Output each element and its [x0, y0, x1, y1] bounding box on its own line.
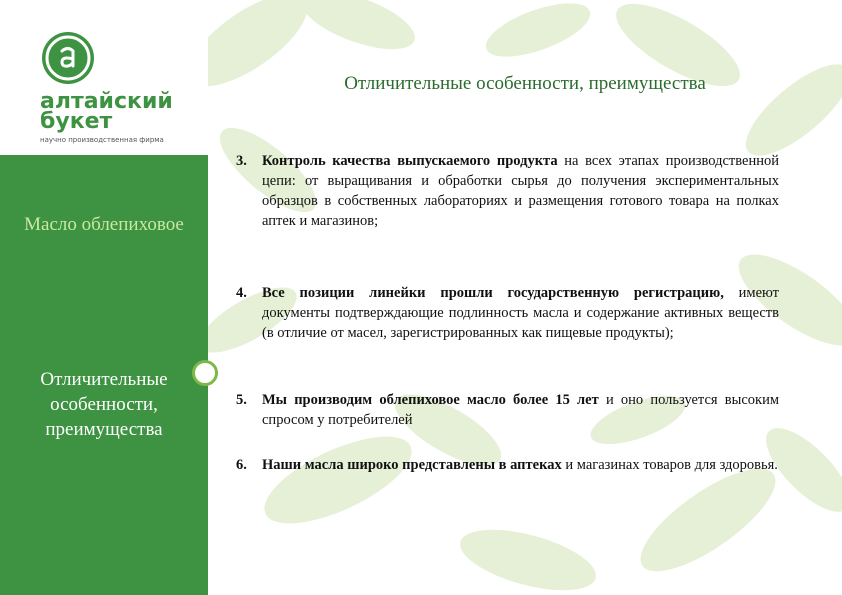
brand-name	[40, 89, 173, 134]
item-text	[262, 151, 779, 231]
item-text	[262, 455, 779, 475]
list-item	[236, 283, 779, 343]
item-bold: Контроль качества выпускаемого продукта	[262, 153, 558, 169]
list-item	[236, 455, 779, 475]
list-item	[236, 151, 779, 231]
logo-a-icon	[42, 32, 94, 84]
item-number: 4.	[236, 285, 247, 301]
item-bold: Наши масла широко представлены в аптеках	[262, 457, 562, 473]
brand-name-line1: алтайский	[40, 89, 173, 114]
sidebar	[0, 0, 208, 595]
brand-name-line2: букет	[40, 109, 113, 134]
list-item	[236, 390, 779, 430]
brand-tagline: научно производственная фирма	[40, 136, 164, 144]
sidebar-product-label: Масло облепиховое	[24, 214, 184, 235]
item-number: 5.	[236, 392, 247, 408]
item-rest: на всех этапах производственной цепи: от выращивания и обработки сырья до получения экспериментальных образцов в собственных лабораториях и размещения готового товара на полках аптек и магазинов;	[262, 153, 779, 229]
item-number: 3.	[236, 153, 247, 169]
section-marker-circle	[192, 360, 218, 386]
item-rest: имеют документы подтверждающие подлинность масла и содержание активных веществ (в отличие от масел, зарегистрированных как пищевые продукты);	[262, 285, 779, 341]
item-text	[262, 390, 779, 430]
item-bold: Мы производим облепиховое масло более 15 лет	[262, 392, 599, 408]
item-text	[262, 283, 779, 343]
item-rest: и магазинах товаров для здоровья.	[561, 457, 778, 473]
item-rest: и оно пользуется высоким спросом у потребителей	[262, 392, 780, 428]
item-number: 6.	[236, 457, 247, 473]
page-title: Отличительные особенности, преимущества	[344, 73, 706, 94]
brand-logo	[40, 32, 180, 150]
sidebar-section-label: Отличительные особенности, преимущества	[40, 369, 168, 440]
item-bold: Все позиции линейки прошли государственную регистрацию,	[262, 285, 724, 301]
